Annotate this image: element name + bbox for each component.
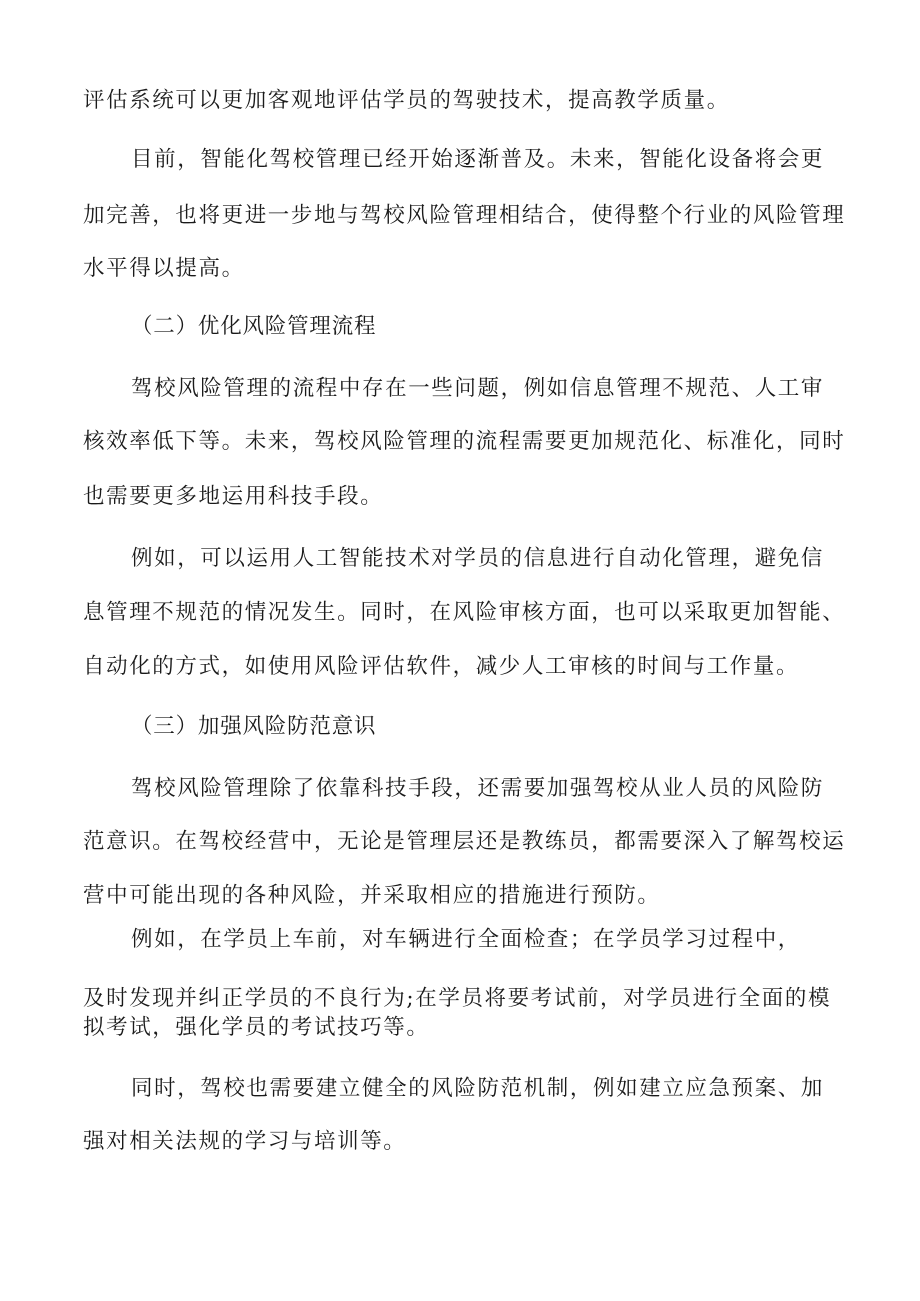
paragraph-line: 同时，驾校也需要建立健全的风险防范机制，例如建立应急预案、加 xyxy=(131,1076,825,1101)
section-heading: （三）加强风险防范意识 xyxy=(131,714,377,739)
paragraph-line: 及时发现并纠正学员的不良行为;在学员将要考试前，对学员进行全面的模 xyxy=(83,986,832,1011)
paragraph-line: 自动化的方式，如使用风险评估软件，减少人工审核的时间与工作量。 xyxy=(83,654,800,679)
paragraph-line: 核效率低下等。未来，驾校风险管理的流程需要更加规范化、标准化，同时 xyxy=(83,429,846,454)
paragraph-line: 例如，在学员上车前，对车辆进行全面检查；在学员学习过程中， xyxy=(131,927,801,952)
paragraph-line: 强对相关法规的学习与培训等。 xyxy=(83,1129,407,1154)
paragraph-line: 水平得以提高。 xyxy=(83,256,245,281)
paragraph-line: 范意识。在驾校经营中，无论是管理层还是教练员，都需要深入了解驾校运 xyxy=(83,829,846,854)
paragraph-line: 加完善，也将更进一步地与驾校风险管理相结合，使得整个行业的风险管理 xyxy=(83,203,846,228)
paragraph-line: 也需要更多地运用科技手段。 xyxy=(83,484,384,509)
paragraph-line: 拟考试，强化学员的考试技巧等。 xyxy=(83,1015,430,1040)
section-heading: （二）优化风险管理流程 xyxy=(131,314,377,339)
paragraph-line: 驾校风险管理的流程中存在一些问题，例如信息管理不规范、人工审 xyxy=(131,376,825,401)
paragraph-line: 评估系统可以更加客观地评估学员的驾驶技术，提高教学质量。 xyxy=(83,88,730,113)
paragraph-line: 例如，可以运用人工智能技术对学员的信息进行自动化管理，避免信 xyxy=(131,546,825,571)
paragraph-line: 营中可能出现的各种风险，并采取相应的措施进行预防。 xyxy=(83,883,661,908)
paragraph-line: 驾校风险管理除了依靠科技手段，还需要加强驾校从业人员的风险防 xyxy=(131,776,825,801)
paragraph-line: 息管理不规范的情况发生。同时，在风险审核方面，也可以采取更加智能、 xyxy=(83,600,846,625)
paragraph-line: 目前，智能化驾校管理已经开始逐渐普及。未来，智能化设备将会更 xyxy=(131,147,825,172)
